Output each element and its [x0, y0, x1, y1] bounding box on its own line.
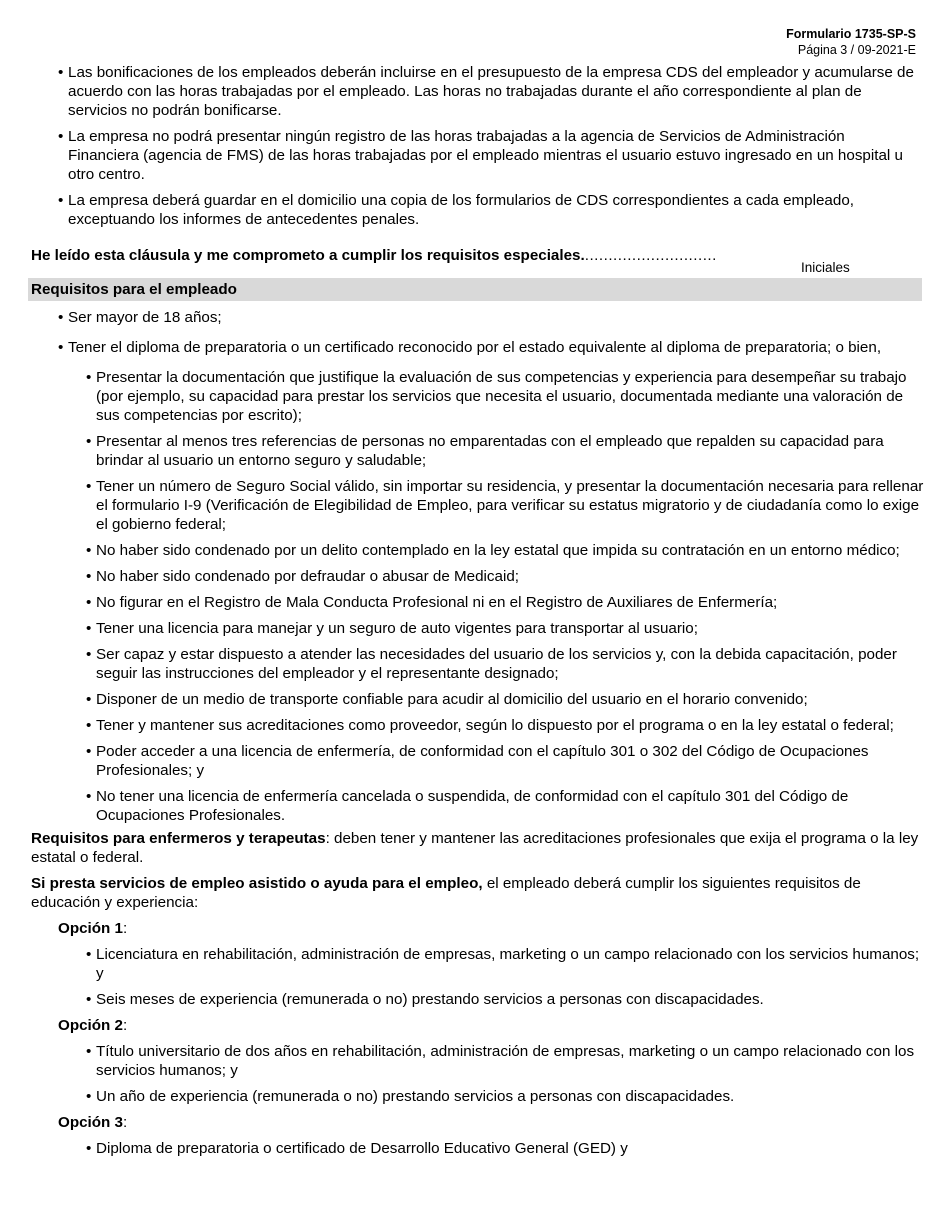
list-item: • Las bonificaciones de los empleados deberán incluirse en el presupuesto de la empresa CDS del empleador y acumularse de acuerdo con las horas trabajadas por el empleado. Las horas no trabajadas durante el año correspondiente al plan de servicios no podrán bonificarse.	[58, 64, 914, 119]
list-item: • Poder acceder a una licencia de enfermería, de conformidad con el capítulo 301 o 302 del Código de Ocupaciones Profesionales; y	[86, 743, 869, 779]
list-item: • No haber sido condenado por un delito contemplado en la ley estatal que impida su contratación en un entorno médico;	[86, 542, 900, 559]
bullet-icon: •	[86, 620, 92, 637]
list-item: • La empresa deberá guardar en el domicilio una copia de los formularios de CDS correspondientes a cada empleado, exceptuando los informes de antecedentes penales.	[58, 192, 854, 228]
bullet-icon: •	[86, 743, 92, 760]
section-title: Requisitos para el empleado	[31, 281, 237, 298]
list-item: • Seis meses de experiencia (remunerada o no) prestando servicios a personas con discapacidades.	[86, 991, 764, 1008]
page-header	[786, 26, 916, 58]
list-item: • Diploma de preparatoria o certificado de Desarrollo Educativo General (GED) y	[86, 1140, 628, 1157]
nurses-requirements-paragraph: Requisitos para enfermeros y terapeutas: deben tener y mantener las acreditaciones profesionales que exija el programa o la ley estatal o federal.	[31, 830, 919, 866]
bullet-icon: •	[86, 1088, 92, 1105]
bullet-icon: •	[86, 478, 92, 495]
list-item: • Título universitario de dos años en rehabilitación, administración de empresas, marketing o un campo relacionado con los servicios humanos; y	[86, 1043, 915, 1079]
bullet-icon: •	[86, 946, 92, 963]
bullet-icon: •	[86, 691, 92, 708]
bullet-icon: •	[86, 1043, 92, 1060]
list-item: • No figurar en el Registro de Mala Conducta Profesional ni en el Registro de Auxiliares de Enfermería;	[86, 594, 778, 611]
bullet-icon: •	[86, 369, 92, 386]
initials-label: Iniciales	[801, 260, 850, 275]
option-1: Opción 1: • Licenciatura en rehabilitación, administración de empresas, marketing o un campo relacionado con los servicios humanos; y • Seis meses de experiencia (remunerada o no) prestando servicios a personas con discapacidades.	[0, 919, 950, 1009]
list-item: • Presentar al menos tres referencias de personas no emparentadas con el empleado que repalden su capacidad para brindar al usuario un entorno seguro y saludable;	[86, 433, 884, 469]
list-item: • Ser capaz y estar dispuesto a atender las necesidades del usuario de los servicios y, con la debida capacitación, poder seguir las instrucciones del empleador y el representante designado;	[86, 646, 897, 682]
initials-fill-line[interactable]: ............................	[584, 247, 717, 264]
supported-employment-paragraph: Si presta servicios de empleo asistido o ayuda para el empleo, el empleado deberá cumplir los siguientes requisitos de educación y experiencia:	[31, 875, 861, 911]
bullet-icon: •	[86, 717, 92, 734]
bullet-icon: •	[86, 542, 92, 559]
bullet-icon: •	[86, 788, 92, 805]
bullet-icon: •	[58, 339, 64, 356]
option-label: Opción 3	[58, 1114, 123, 1131]
bullet-icon: •	[86, 594, 92, 611]
option-3: Opción 3: • Diploma de preparatoria o certificado de Desarrollo Educativo General (GED) y	[0, 1113, 950, 1158]
bullet-icon: •	[58, 128, 64, 145]
list-item: • Presentar la documentación que justifique la evaluación de sus competencias y experiencia para desempeñar su trabajo (por ejemplo, su capacidad para prestar los servicios que necesita el usuario, documentada mediante una valoración de sus competencias por escrito);	[86, 369, 907, 424]
list-item: • Tener un número de Seguro Social válido, sin importar su residencia, y presentar la documentación necesaria para rellenar el formulario I-9 (Verificación de Elegibilidad de Empleo, para verificar su estatus migratorio y de ciudadanía como lo exige el gobierno federal;	[86, 478, 924, 533]
list-item: • Un año de experiencia (remunerada o no) prestando servicios a personas con discapacidades.	[86, 1088, 735, 1105]
intro-bullet-list	[0, 63, 950, 229]
acknowledgement-text: He leído esta cláusula y me comprometo a cumplir los requisitos especiales.	[31, 247, 585, 264]
list-item: • La empresa no podrá presentar ningún registro de las horas trabajadas a la agencia de Servicios de Administración Financiera (agencia de FMS) de las horas trabajadas por el empleado mientras el usuario estuvo ingresado en un hospital u otro centro.	[58, 128, 903, 183]
option-2: Opción 2: • Título universitario de dos años en rehabilitación, administración de empresas, marketing o un campo relacionado con los servicios humanos; y • Un año de experiencia (remunerada o no) prestando servicios a personas con discapacidades.	[0, 1016, 950, 1106]
list-item: • Tener una licencia para manejar y un seguro de auto vigentes para transportar al usuario;	[86, 620, 698, 637]
list-item: • No tener una licencia de enfermería cancelada o suspendida, de conformidad con el capítulo 301 del Código de Ocupaciones Profesionales.	[86, 788, 849, 824]
list-item: • Ser mayor de 18 años;	[58, 309, 222, 326]
option-label: Opción 2	[58, 1017, 123, 1034]
bullet-icon: •	[86, 433, 92, 450]
bullet-icon: •	[86, 1140, 92, 1157]
bullet-icon: •	[58, 309, 64, 326]
page-info: Página 3 / 09-2021-E	[797, 43, 916, 57]
bullet-icon: •	[86, 991, 92, 1008]
list-item: • Disponer de un medio de transporte confiable para acudir al domicilio del usuario en el horario convenido;	[86, 691, 808, 708]
list-item: • Tener el diploma de preparatoria o un certificado reconocido por el estado equivalente al diploma de preparatoria; o bien,	[58, 339, 882, 356]
bullet-icon: •	[86, 646, 92, 663]
employee-requirements-list	[0, 308, 950, 825]
list-item: • No haber sido condenado por defraudar o abusar de Medicaid;	[86, 568, 520, 585]
list-item: • Licenciatura en rehabilitación, administración de empresas, marketing o un campo relacionado con los servicios humanos; y	[86, 946, 920, 982]
bullet-icon: •	[58, 64, 64, 81]
bullet-icon: •	[58, 192, 64, 209]
option-label: Opción 1	[58, 920, 123, 937]
list-item: • Tener y mantener sus acreditaciones como proveedor, según lo dispuesto por el programa o en la ley estatal o federal;	[86, 717, 894, 734]
form-title: Formulario 1735-SP-S	[786, 27, 916, 41]
bullet-icon: •	[86, 568, 92, 585]
section-header-employee-requirements	[28, 278, 922, 301]
